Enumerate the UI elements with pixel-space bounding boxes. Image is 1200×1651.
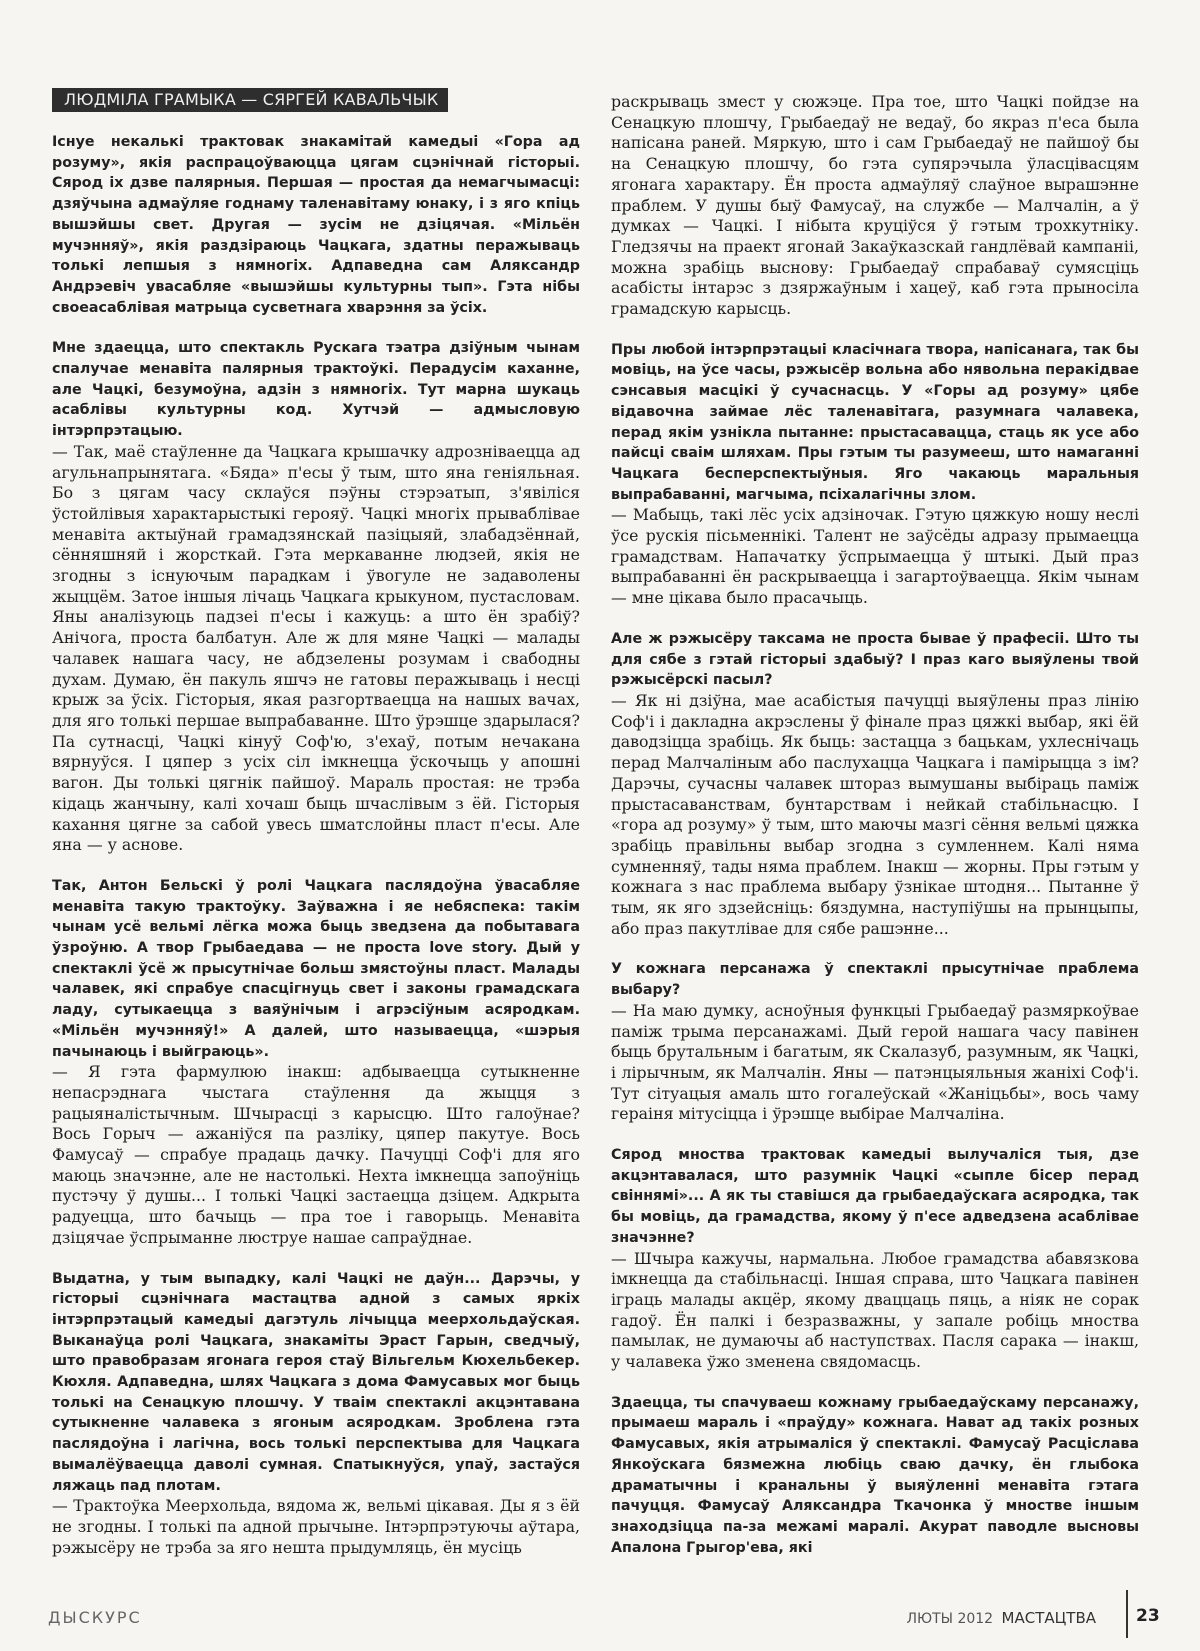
author-byline: ЛЮДМІЛА ГРАМЫКА — СЯРГЕЙ КАВАЛЬЧЫК xyxy=(52,88,448,112)
answer-paragraph: — Трактоўка Меерхольда, вядома ж, вельмі цікавая. Ды я з ёй не згодны. І толькі па адной прычыне. Інтэрпрэтуючы аўтара, рэжысёру не трэба за яго нешта прыдумляць, ён мусіць xyxy=(52,1496,580,1557)
interviewer-paragraph: Пры любой інтэрпрэтацыі класічнага твора, напісанага, так бы мовіць, на ўсе часы, рэжысёр вольна або нявольна перакідвае сэнсавыя масцікі ў сучаснасць. У «Горы ад розуму» цябе відавочна займае лёс таленавітага, разумнага чалавека, перад якім узнікла пытанне: прыстасавацца, стаць як усе або пайсці сваім шляхам. Пры гэтым ты разумееш, што намаганні Чацкага бесперспектыўныя. Яго чакаюць маральныя выпрабаванні, магчыма, псіхалагічны злом. xyxy=(611,341,1139,503)
magazine-title: МАСТАЦТВА xyxy=(1001,1609,1096,1627)
interviewer-paragraph: Здаецца, ты спачуваеш кожнаму грыбаедаўскаму персанажу, прымаеш мараль і «праўду» кожнага. Нават ад такіх розных Фамусавых, якія атрымаліся ў спектаклі. Фамусаў Расціслава Янкоўскага бязмежна любіць сваю дачку, ён глыбока драматычны і кранальны ў выяўленні менавіта гэтага пачуцця. Фамусаў Аляксандра Ткачонка ў мностве іншым знаходзіцца па-за межамі маралі. Акурат паводле высновы Апалона Грыгор'ева, які xyxy=(611,1394,1139,1556)
text-block xyxy=(611,959,1139,1125)
left-column xyxy=(52,88,580,1578)
interviewer-paragraph: Існуе некалькі трактовак знакамітай камедыі «Гора ад розуму», якія распрацоўваюцца цягам сцэнічнай гісторыі. Сярод іх дзве палярныя. Першая — простая да немагчымасці: дзяўчына адмаўляе годнаму таленавітаму юнаку, і з яго кпіць вышэйшы свет. Другая — зусім не дзіцячая. «Мільён мучэнняў», якія раздзіраюць Чацкага, здатны перажываць толькі лепшыя з нямногіх. Адпаведна сам Аляксандр Андрэевіч увасабляе «вышэйшы культурны тып». Гэта нібы своеасаблівая матрыца сусветнага хварэння за ўсіх. xyxy=(52,134,580,316)
text-block xyxy=(611,1145,1139,1373)
interviewer-paragraph: У кожнага персанажа ў спектаклі прысутнічае праблема выбару? xyxy=(611,961,1139,999)
text-block xyxy=(611,629,1139,940)
text-block xyxy=(52,338,580,856)
answer-paragraph: — На маю думку, асноўныя функцыі Грыбаедаў размяркоўвае паміж трыма персанажамі. Дый герой нашага часу павінен быць брутальным і багатым, як Скалазуб, разумным, як Чацкі, і лірычным, як Малчалін. Яны — патэнцыяльныя жаніхі Соф'і. Тут сітуацыя амаль што гогалеўскай «Жаніцьбы», вось чаму гераіня мітусіцца і ўрэшце выбірае Малчаліна. xyxy=(611,1000,1139,1124)
answer-paragraph: раскрываць змест у сюжэце. Пра тое, што Чацкі пойдзе на Сенацкую плошчу, Грыбаедаў не ведаў, бо якраз п'еса была напісана раней. Мяркую, што і сам Грыбаедаў не пайшоў бы на Сенацкую плошчу, бо гэта супярэчыла ўласцівасцям ягонага характару. Ён проста адмаўляў слаўное вырашэнне праблем. У душы быў Фамусаў, на службе — Малчалін, а ў думках — Чацкі. І нібыта круціўся ў гэтым трохкутніку. Гледзячы на праект ягонай Закаўказскай гандлёвай кампаніі, можна зрабіць выснову: Грыбаедаў спрабаваў сумясціць асабісты інтарэс з дзяржаўным і хацеў, каб гэта прыносіла грамадскую карысць. xyxy=(611,92,1139,319)
interviewer-paragraph: Так, Антон Бельскі ў ролі Чацкага паслядоўна ўвасабляе менавіта такую трактоўку. Заўважна і яе небяспека: такім чынам усё вельмі лёгка можа быць зведзена да побытавага ўзроўню. А твор Грыбаедава — не проста love story. Дый у спектаклі ўсё ж прысутнічае больш змястоўны пласт. Малады чалавек, які спрабуе спасцігнуць свет і законы грамадскага ладу, сутыкаецца з ваяўнічым і агрэсіўным асяродкам. «Мільён мучэнняў!» А далей, што называецца, «шэрыя пачынаюць і выйграюць». xyxy=(52,877,580,1060)
text-block xyxy=(52,132,580,318)
interviewer-paragraph: Сярод мноства трактовак камедыі вылучаліся тыя, дзе акцэнтавалася, што разумнік Чацкі «сыпле бісер перад свіннямі»... А як ты ставішся да грыбаедаўскага асяродка, так бы мовіць, да грамадства, якому ў п'есе адведзена асаблівае значэнне? xyxy=(611,1147,1139,1246)
issue-info xyxy=(906,1609,1096,1627)
interviewer-paragraph: Але ж рэжысёру таксама не проста бывае ў прафесіі. Што ты для сябе з гэтай гісторыі здабыў? І праз каго выяўлены твой рэжысёрскі пасыл? xyxy=(611,630,1139,689)
interviewer-paragraph: Выдатна, у тым выпадку, калі Чацкі не даўн... Дарэчы, у гісторыі сцэнічнага мастацтва адной з самых яркіх інтэрпрэтацый камедыі дагэтуль лічыцца меерхольдаўская. Выканаўца ролі Чацкага, знакаміты Эраст Гарын, сведчыў, што правобразам ягонага героя стаў Вільгельм Кюхельбекер. Кюхля. Адпаведна, шлях Чацкага з дома Фамусавых мог быць толькі на Сенацкую плошчу. У тваім спектаклі акцэнтавана сутыкненне чалавека з ягоным асяродкам. Зроблена гэта паслядоўна і лагічна, вось толькі перспектыва для Чацкага вымалёўваецца даволі сумная. Спатыкнуўся, упаў, застаўся ляжаць пад плотам. xyxy=(52,1270,580,1494)
answer-paragraph: — Як ні дзіўна, мае асабістыя пачуцці выяўлены праз лінію Соф'і і дакладна акрэслены ў фінале праз цяжкі выбар, які ёй даводзіцца зрабіць. Як быць: застацца з бацькам, ухлеснічаць перад Малчаліным або паслухацца Чацкага і памірыцца з ім? Дарэчы, сучасны чалавек штораз вымушаны выбіраць паміж прыстасаванствам, бунтарствам і нейкай стабільнасцю. І «гора ад розуму» ў тым, што маючы мазгі сёння вельмі цяжка зрабіць правільны выбар згодна з сумленнем. Калі няма сумненняў, тады няма праблем. Інакш — жорны. Пры гэтым у кожнага з нас праблема выбару ўзнікае штодня... Пытанне ў тым, як яго здзейсніць: бяздумна, наступіўшы на прынцыпы, або праз пакутлівае для сябе рашэнне... xyxy=(611,690,1139,938)
text-block xyxy=(611,340,1139,609)
interviewer-paragraph: Мне здаецца, што спектакль Рускага тэатра дзіўным чынам спалучае менавіта палярныя трактоўкі. Перадусім каханне, але Чацкі, безумоўна, адзін з нямногіх. Тут марна шукаць асаблівы культурны код. Хутчэй — адмысловую інтэрпрэтацыю. xyxy=(52,340,580,440)
text-block xyxy=(611,1393,1139,1559)
page-number: 23 xyxy=(1136,1606,1160,1626)
answer-paragraph: — Мабыць, такі лёс усіх адзіночак. Гэтую цяжкую ношу неслі ўсе рускія пісьменнікі. Талент не заўсёды адразу прымаецца грамадствам. Напачатку ўспрымаецца ў штыкі. Дый праз выпрабаванні ён раскрываецца і загартоўваецца. Якім чынам — мне цікава было прасачыць. xyxy=(611,505,1139,608)
text-block xyxy=(52,876,580,1249)
answer-paragraph: — Шчыра кажучы, нармальна. Любое грамадства абавязкова імкнецца да стабільнасці. Іншая справа, што Чацкага павінен іграць малады акцёр, якому дваццаць пяць, а ніяк не сорак гадоў. Ён палкі і безразважны, у запале робіць мноства памылак, не думаючы аб наступствах. Пасля сарака — інакш, у чалавека ўжо зменена свядомасць. xyxy=(611,1248,1139,1372)
footer-divider xyxy=(1126,1590,1128,1638)
left-column-text xyxy=(52,132,580,1558)
right-column xyxy=(611,92,1139,1578)
issue-date: ЛЮТЫ 2012 xyxy=(906,1611,994,1627)
section-label: ДЫСКУРС xyxy=(48,1608,142,1627)
answer-paragraph: — Так, маё стаўленне да Чацкага крышачку адрозніваецца ад агульнапрынятага. «Бяда» п'есы ў тым, што яна геніяльная. Бо з цягам часу склаўся пэўны стэрэатып, з'явіліся ўстойлівыя характарыстыкі герояў. Чацкі многіх прываблівае менавіта актыўнай грамадзянскай пазіцыяй, злабадзённай, сённяшняй і жорсткай. Гэта меркаванне людзей, якія не згодны з існуючым парадкам і ўвогуле не задаволены жыццём. Затое іншыя лічаць Чацкага крыкуном, пустасловам. Яны аналізуюць падзеі п'есы і кажуць: а што ён зрабіў? Анічога, проста балбатун. Але ж для мяне Чацкі — малады чалавек нашага часу, не абдзелены розумам і свабодны духам. Думаю, ён пакуль яшчэ не гатовы перажываць і несці крыж за ўсіх. Гісторыя, якая разгортваецца на нашых вачах, для яго толькі першае выпрабаванне. Што ўрэшце здарылася? Па сутнасці, Чацкі кінуў Соф'ю, з'ехаў, потым нечакана вярнуўся. І цяпер з усіх сіл імкнецца ўскочыць у апошні вагон. Ды толькі цягнік пайшоў. Мараль простая: не трэба кідаць жанчыну, калі хочаш быць шчаслівым з ёй. Гісторыя кахання цягне за сабой увесь шматслойны пласт п'есы. Але яна — у аснове. xyxy=(52,441,580,855)
answer-paragraph: — Я гэта фармулюю інакш: адбываецца сутыкненне непасрэднага чыстага стаўлення да жыцця з рацыяналістычным. Шчырасці з карысцю. Што галоўнае? Вось Горыч — ажаніўся па разліку, цяпер пакутуе. Вось Фамусаў — спрабуе прадаць дачку. Пачуцці Соф'і для яго маюць значэнне, але не настолькі. Нехта імкнецца запоўніць пустэчу ў душы... І толькі Чацкі застаецца дзіцем. Адкрыта радуецца, што бачыць — пра тое і гаворыць. Менавіта дзіцячае ўспрыманне люструе нашае сапраўднае. xyxy=(52,1062,580,1247)
text-block xyxy=(52,1269,580,1559)
right-column-text xyxy=(611,92,1139,1558)
text-block xyxy=(611,92,1139,320)
